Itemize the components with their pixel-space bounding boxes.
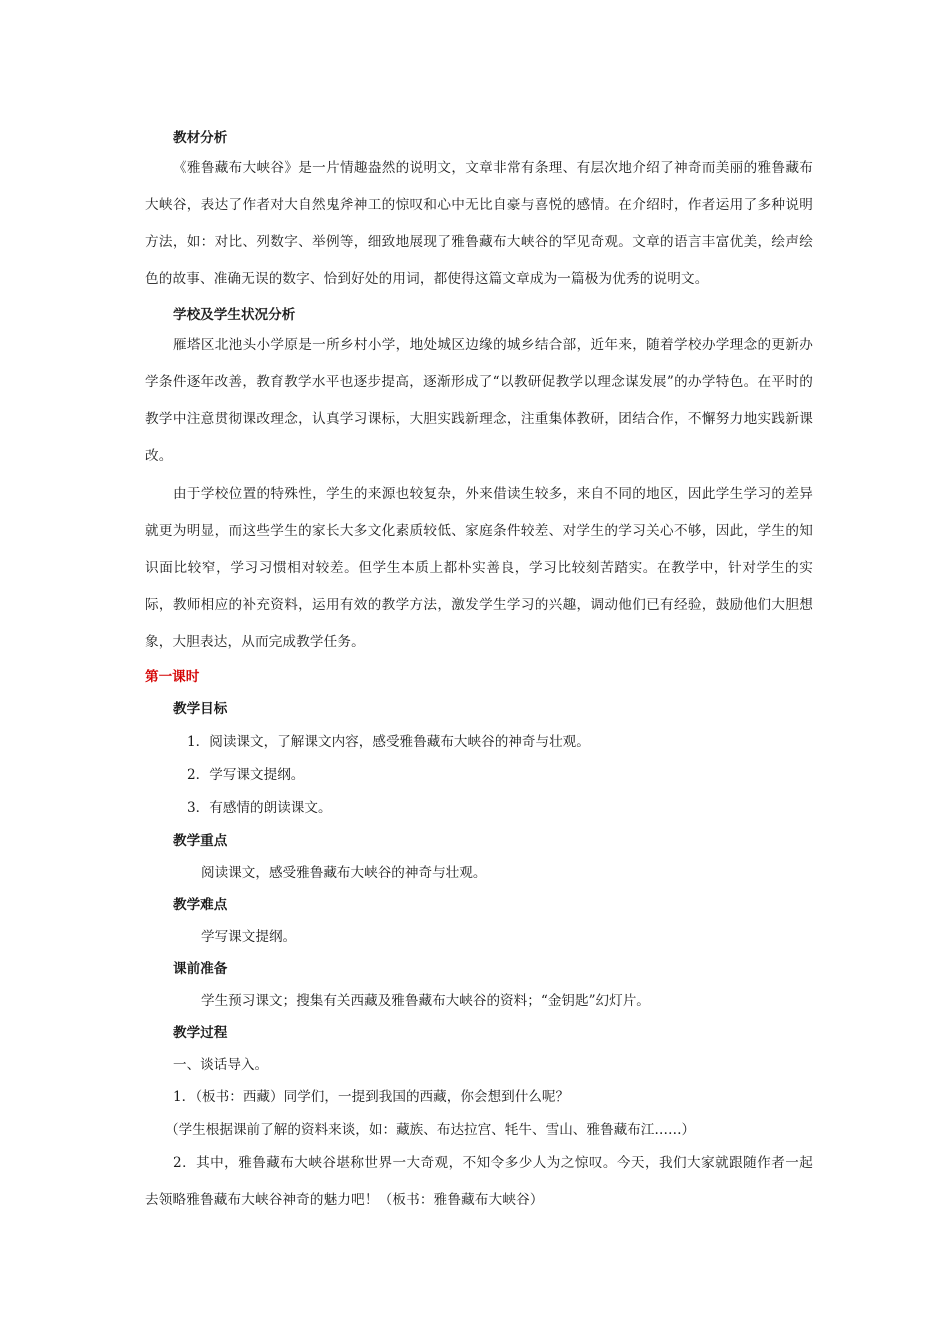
heading-teaching-process: 教学过程 [173,1025,228,1041]
heading-school-analysis: 学校及学生状况分析 [173,307,296,323]
heading-teaching-goals: 教学目标 [173,701,228,717]
goal-item: 1．阅读课文，了解课文内容，感受雅鲁藏布大峡谷的神奇与壮观。 [187,734,590,750]
process-step-1-note: （学生根据课前了解的资料来谈，如：藏族、布达拉宫、牦牛、雪山、雅鲁藏布江……） [165,1122,696,1138]
heading-material-analysis: 教材分析 [173,130,228,146]
process-intro: 一、谈话导入。 [173,1057,269,1073]
school-analysis-paragraph-1: 雁塔区北池头小学原是一所乡村小学，地处城区边缘的城乡结合部，近年来，随着学校办学理念的更新办学条件逐年改善，教育教学水平也逐步提高，逐渐形成了“以教研促教学以理念谋发展”的办学特色。在平时的教学中注意贯彻课改理念，认真学习课标，大胆实践新理念，注重集体教研，团结合作，不懈努力地实践新课改。 [145,337,813,464]
goal-item: 3．有感情的朗读课文。 [187,800,332,816]
teaching-difficulty-text: 学写课文提纲。 [201,929,297,945]
heading-teaching-key: 教学重点 [173,833,228,849]
class-preparation-text: 学生预习课文；搜集有关西藏及雅鲁藏布大峡谷的资料；“金钥匙”幻灯片。 [201,993,650,1009]
process-step-1: 1．（板书：西藏）同学们，一提到我国的西藏，你会想到什么呢？ [173,1089,570,1105]
heading-class-preparation: 课前准备 [173,961,228,977]
process-step-2: 2．其中，雅鲁藏布大峡谷堪称世界一大奇观，不知令多少人为之惊叹。今天，我们大家就跟随作者一起去领略雅鲁藏布大峡谷神奇的魅力吧！（板书：雅鲁藏布大峡谷） [145,1155,813,1208]
material-analysis-text: 《雅鲁藏布大峡谷》是一片情趣盎然的说明文，文章非常有条理、有层次地介绍了神奇而美丽的雅鲁藏布大峡谷，表达了作者对大自然鬼斧神工的惊叹和心中无比自豪与喜悦的感情。在介绍时，作者运用了多种说明方法，如：对比、列数字、举例等，细致地展现了雅鲁藏布大峡谷的罕见奇观。文章的语言丰富优美，绘声绘色的故事、准确无误的数字、恰到好处的用词，都使得这篇文章成为一篇极为优秀的说明文。 [145,160,813,287]
school-analysis-paragraph-2: 由于学校位置的特殊性，学生的来源也较复杂，外来借读生较多，来自不同的地区，因此学生学习的差异就更为明显，而这些学生的家长大多文化素质较低、家庭条件较差、对学生的学习关心不够，因此，学生的知识面比较窄，学习习惯相对较差。但学生本质上都朴实善良，学习比较刻苦踏实。在教学中，针对学生的实际，教师相应的补充资料，运用有效的教学方法，激发学生学习的兴趣，调动他们已有经验，鼓励他们大胆想象，大胆表达，从而完成教学任务。 [145,486,813,650]
teaching-key-text: 阅读课文，感受雅鲁藏布大峡谷的神奇与壮观。 [201,865,487,881]
heading-teaching-difficulty: 教学难点 [173,897,228,913]
goal-item: 2．学写课文提纲。 [187,767,305,783]
lesson-title: 第一课时 [145,669,200,685]
